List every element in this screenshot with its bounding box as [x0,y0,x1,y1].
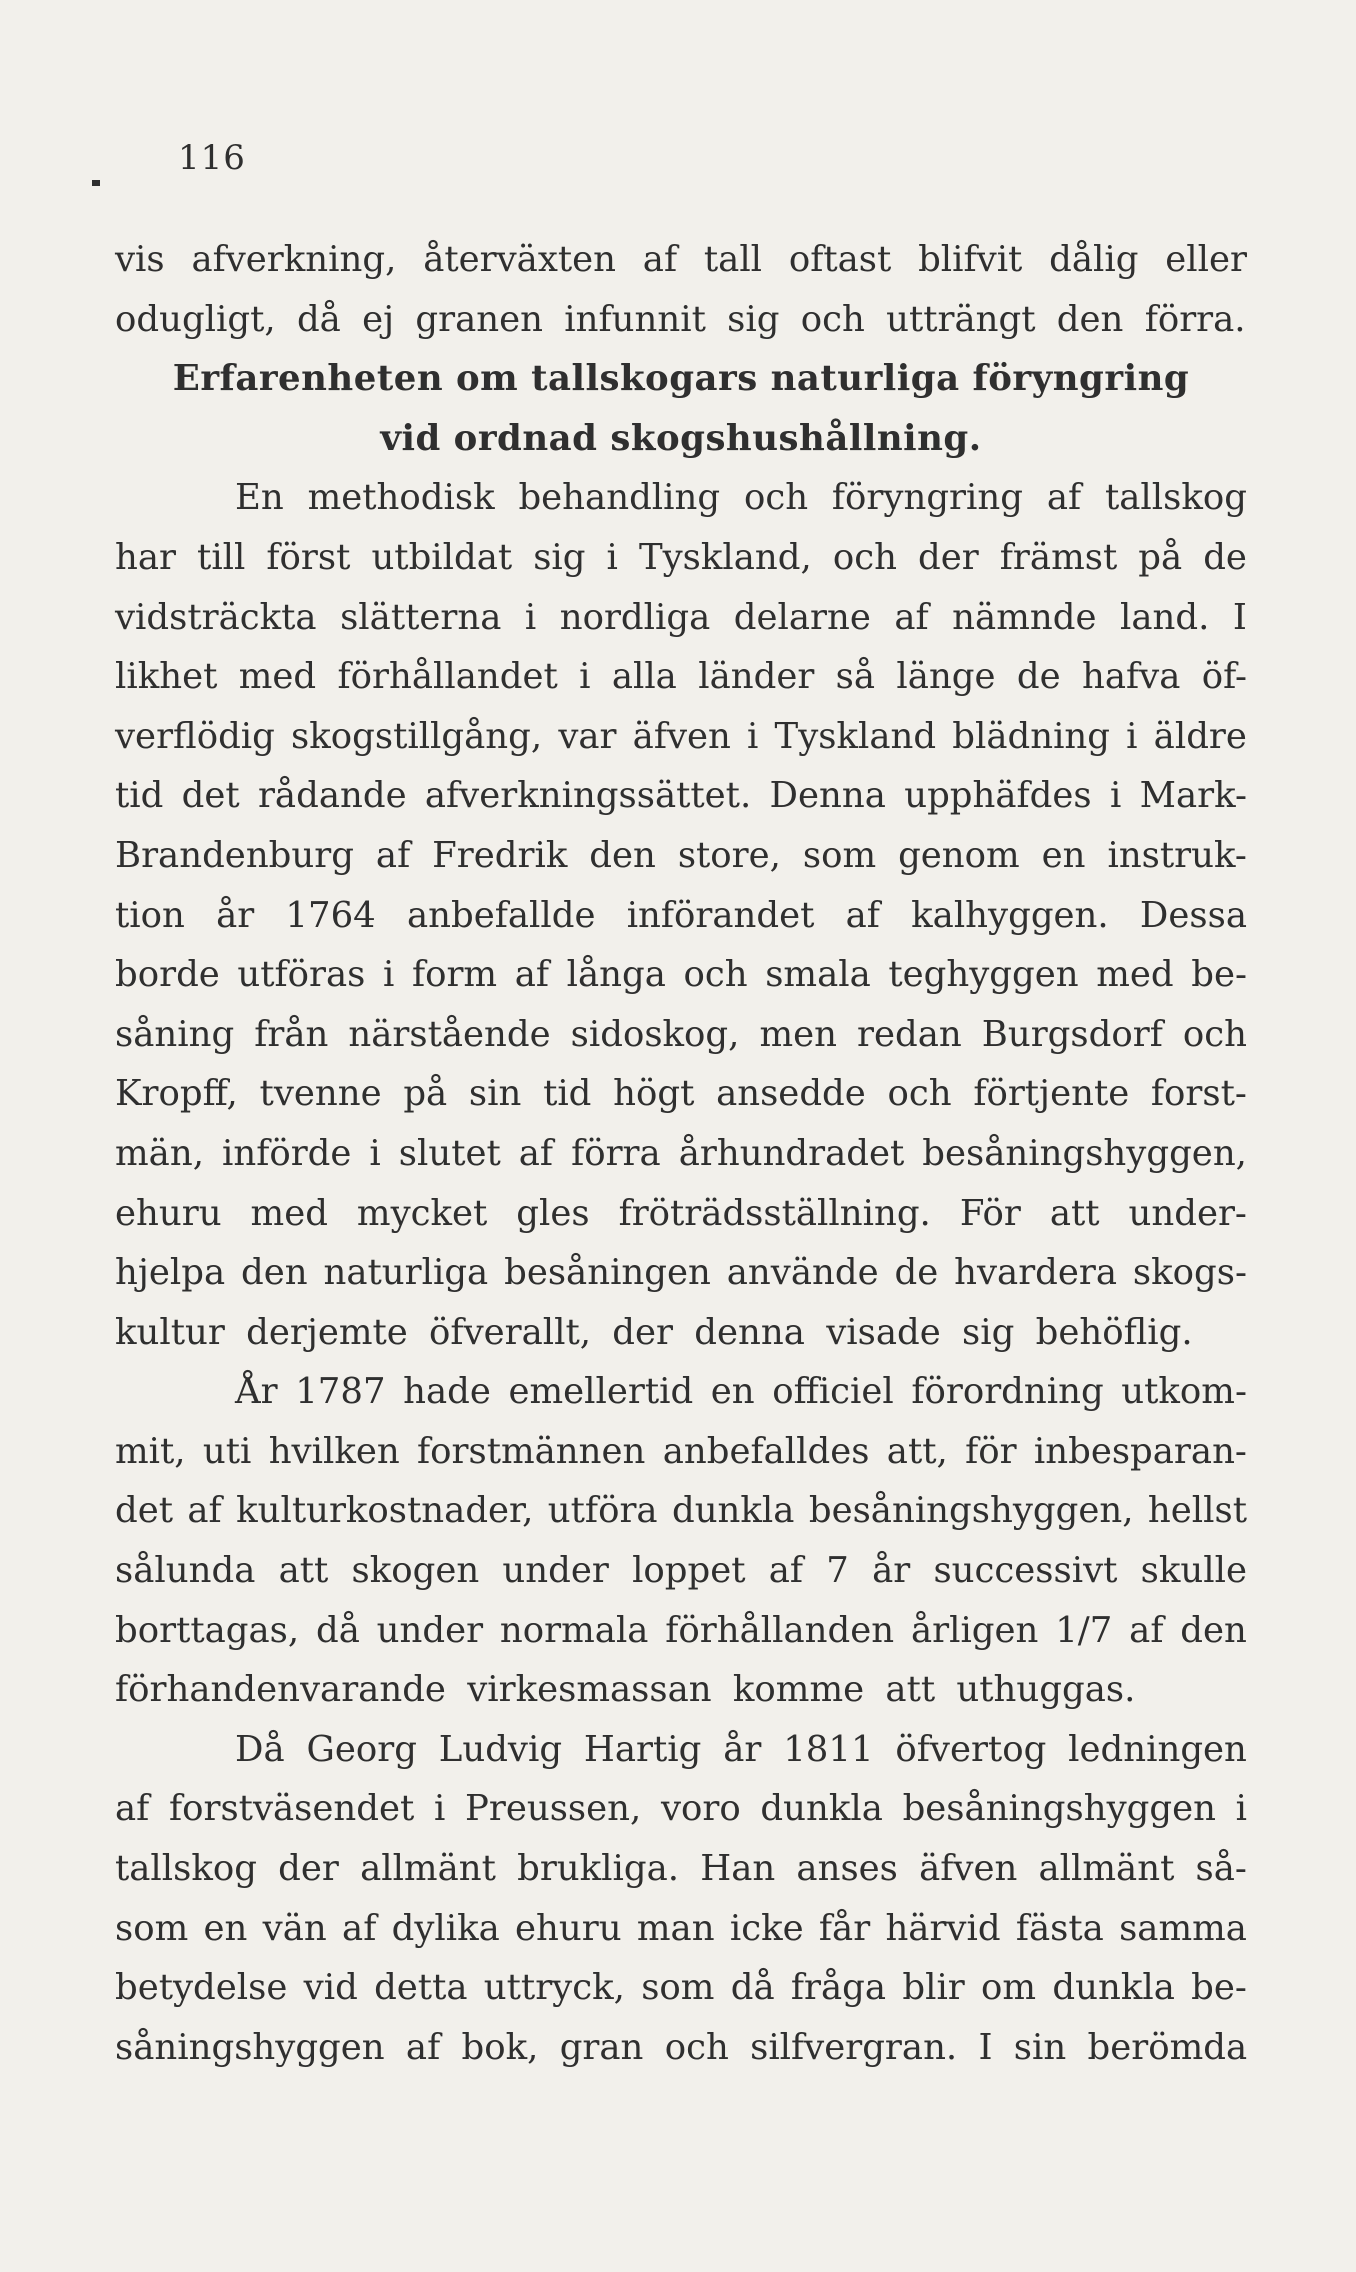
text-line: Kropff, tvenne på sin tid högt ansedde och förtjente forst- [115,1073,1247,1115]
text-line: vis afverkning, återväxten af tall oftast blifvit dålig eller [115,239,1247,280]
text-line: likhet med förhållandet i alla länder så länge de hafva öf- [115,656,1247,698]
text-line: som en vän af dylika ehuru man icke får härvid fästa samma [115,1907,1247,1949]
text-line: det af kulturkostnader, utföra dunkla besåningshyggen, hellst [115,1490,1247,1532]
heading-line: Erfarenheten om tallskogars naturliga föryngring [172,358,1190,400]
text-line: borde utföras i form af långa och smala teghyggen med be- [115,954,1247,996]
text-line: borttagas, då under normala förhållanden årligen 1/7 af den [115,1609,1247,1651]
text-line: odugligt, då ej granen infunnit sig och utträngt den förra. [115,298,1246,340]
text-line: män, införde i slutet af förra århundradet besåningshyggen, [115,1132,1247,1174]
text-line: förhandenvarande virkesmassan komme att uthuggas. [115,1669,1136,1711]
text-line: har till först utbildat sig i Tyskland, och der främst på de [115,536,1247,578]
text-line: sålunda att skogen under loppet af 7 år successivt skulle [115,1550,1247,1592]
text-line: af forstväsendet i Preussen, voro dunkla besåningshyggen i [115,1788,1247,1830]
heading-line: vid ordnad skogshushållning. [380,417,982,459]
text-line: mit, uti hvilken forstmännen anbefalldes att, för inbesparan- [115,1430,1247,1472]
text-line: ehuru med mycket gles fröträdsställning. För att under- [115,1192,1247,1234]
text-line: vidsträckta slätterna i nordliga delarne af nämnde land. I [115,596,1247,638]
text-line: År 1787 hade emellertid en officiel förordning utkom- [235,1371,1247,1413]
body-text [115,230,1247,2077]
text-line: hjelpa den naturliga besåningen använde de hvardera skogs- [115,1252,1247,1294]
text-line: betydelse vid detta uttryck, som då fråga blir om dunkla be- [115,1967,1247,2009]
margin-mark [92,180,100,186]
text-line: tallskog der allmänt brukliga. Han anses äfven allmänt så- [115,1848,1247,1890]
text-line: verflödig skogstillgång, var äfven i Tyskland blädning i äldre [115,715,1247,757]
text-line: såningshyggen af bok, gran och silfvergran. I sin berömda [115,2026,1248,2068]
text-line: tion år 1764 anbefallde införandet af kalhyggen. Dessa [115,894,1247,936]
text-line: tid det rådande afverkningssättet. Denna upphäfdes i Mark- [115,775,1247,817]
page-number: 116 [178,138,246,178]
text-line: såning från närstående sidoskog, men redan Burgsdorf och [115,1013,1247,1055]
text-line: Brandenburg af Fredrik den store, som genom en instruk- [115,834,1247,876]
text-line: Då Georg Ludvig Hartig år 1811 öfvertog ledningen [235,1728,1247,1770]
text-line: kultur derjemte öfverallt, der denna visade sig behöflig. [115,1311,1193,1353]
text-line: En methodisk behandling och föryngring af tallskog [235,477,1247,519]
